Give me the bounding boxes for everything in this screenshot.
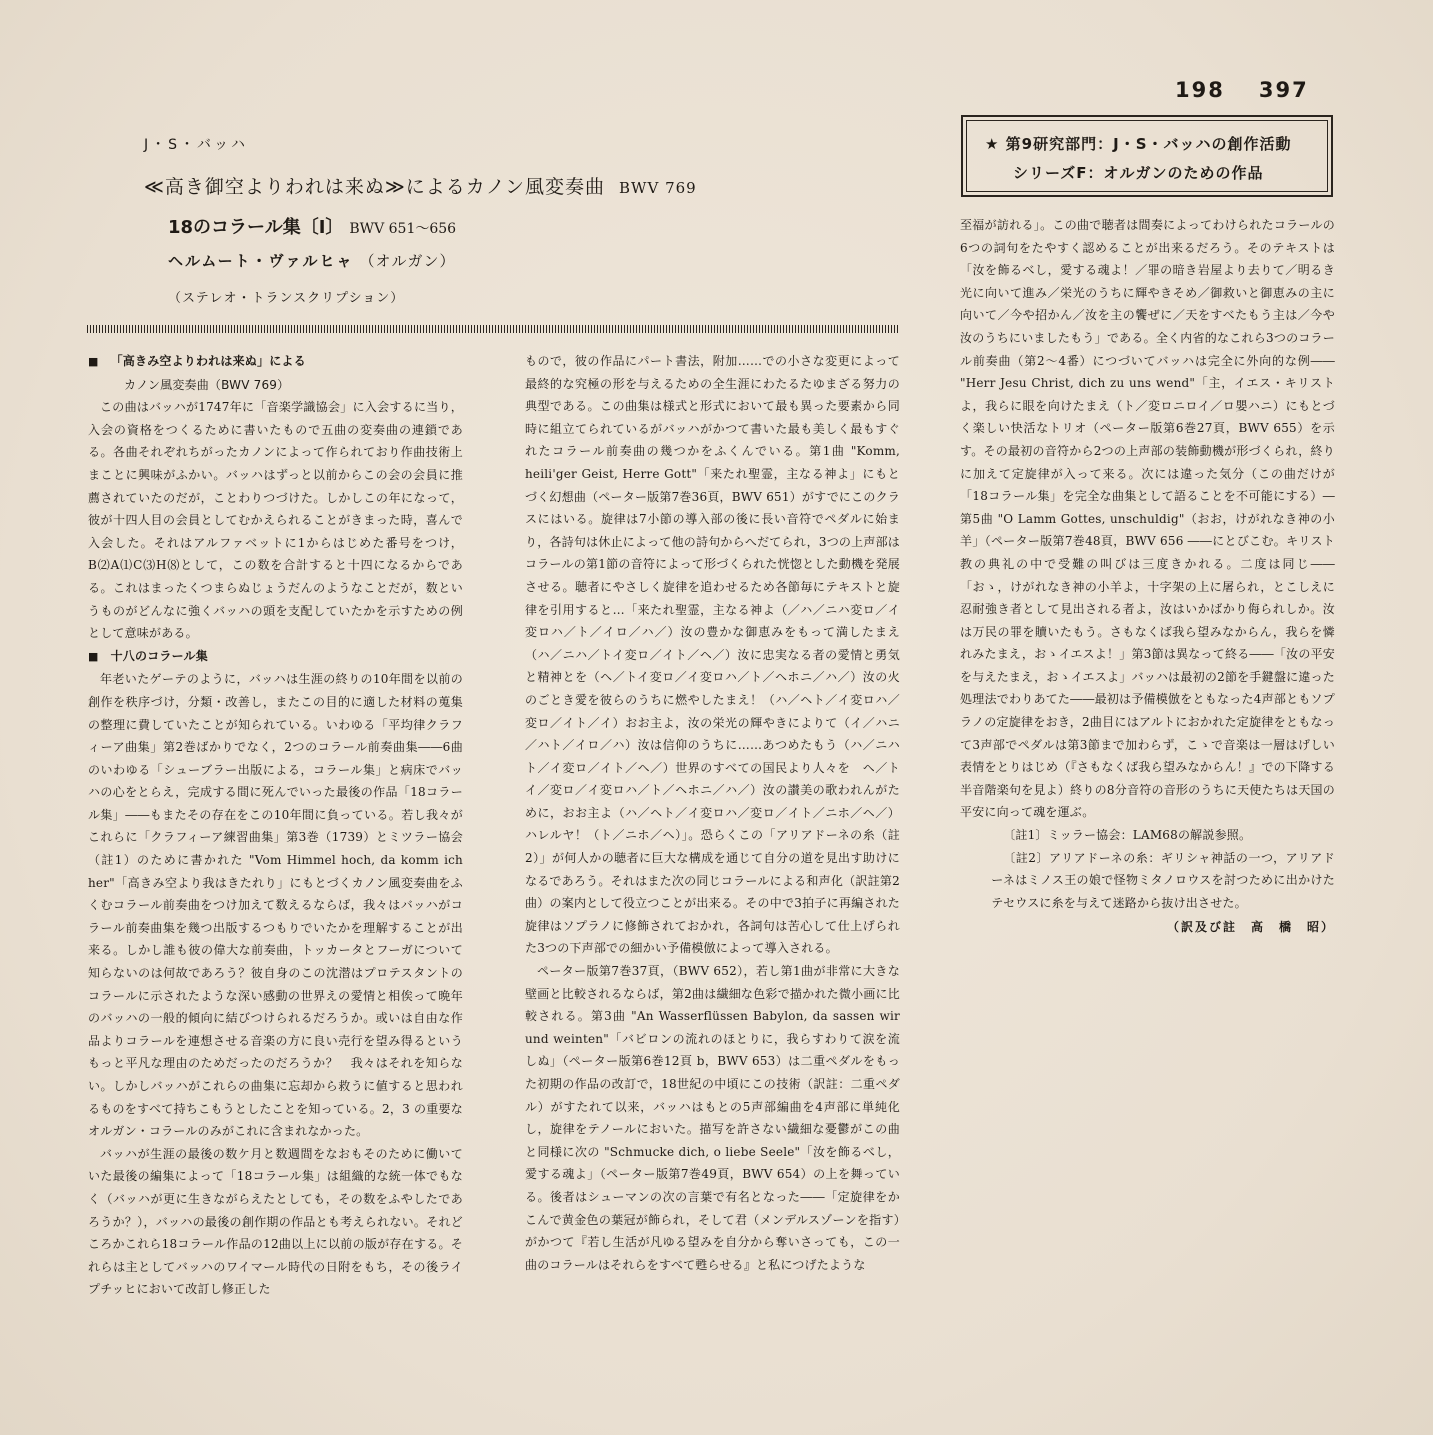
- section-heading-eighteen-chorales: [88, 645, 463, 669]
- title-chorales-text: 18のコラール集〔Ⅰ〕: [168, 217, 344, 238]
- section-subheading: カノン風変奏曲（BWV 769）: [124, 377, 290, 392]
- catalog-number-part1: 198: [1175, 78, 1225, 102]
- performer-role: （オルガン）: [359, 252, 456, 270]
- paragraph: 至福が訪れる」。この曲で聴者は間奏によってわけられたコラールの6つの詞句をたやすく認めることが出来るだろう。そのテキストは「汝を飾るべし，愛する魂よ！／罪の暗き岩屋より去りて／明るき光に向いて進み／栄光のうちに輝やきそめ／御救いと御恵みの主に向いて／今や招かん／汝を主の饗ぜに／天をすべたもう主は／今や汝のうちにいましたもう」である。全く内省的なこれら3つのコラール前奏曲（第2〜4番）につづいてバッハは完全に外向的な例―― "Herr Jesu Christ, dich zu uns wend"「主，イエス・キリストよ，我らに眼を向けたまえ（ト／変ロニロイ／ロ嬰ハニ）にもとづく楽しい快活なトリオ（ペーター版第6巻27頁，BWV 655）を示す。その最初の音符から2つの上声部の装飾動機が形づくられ，終りに加えて定旋律が入って来る。次には違った気分（この曲だけが「18コラール集」を完全な曲集として語ることを不可能にする）―第5曲 "O Lamm Gottes, unschuldig"（おお，けがれなき神の小羊」（ペーター版第7巻48頁，BWV 656 ――にとびこむ。キリスト教の典礼の中で受難の叫びは三度きかれる。二度は同じ――「おゝ，けがれなき神の小羊よ，十字架の上に屠られ，とこしえに忍耐強き者として見出される者よ，汝はいかばかり侮られしか。汝は万民の罪を贖いたもう。さもなくば我ら望みなからん，我らを憐れみたまえ，おゝイエスよ！」第3節は異なって終る――「汝の平安を与えたまえ，おゝイエスよ」バッハは最初の2節を手鍵盤に違った処理法でわりあてた――最初は予備模倣をともなった4声部ともソプラノの定旋律をおき，2曲目にはアルトにおかれた定旋律をともなって3声部でペダルは第3節まで加わらず，こゝで音楽は一層はげしい表情をとりはじめ（『さもなくば我ら望みなからん！』での下降する半音階楽句を見よ）終りの8分音符の音形のうちに天使たちは天国の平安に向って魂を運ぶ。: [960, 218, 1335, 820]
- footnote-2: 〔註2〕アリアドーネの糸：ギリシャ神話の一つ，アリアドーネはミノス王の娘で怪物ミタノロウスを討つために出かけたテセウスに糸を与えて迷路から抜け出させた。: [991, 850, 1335, 910]
- title-chorales-bwv: BWV 651〜656: [349, 221, 457, 237]
- hatched-divider: [87, 325, 900, 333]
- series-box-inner: [966, 120, 1328, 192]
- series-line-2: シリーズF：オルガンのための作品: [1013, 164, 1264, 182]
- performer: [168, 250, 456, 271]
- performer-name: ヘルムート・ヴァルヒャ: [168, 252, 354, 270]
- stereo-note: （ステレオ・トランスクリプション）: [168, 291, 405, 306]
- title-canonic-variations-text: ≪高き御空よりわれは来ぬ≫によるカノン風変奏曲: [144, 176, 606, 198]
- footnote-1: 〔註1〕ミッラー協会：LAM68の解説参照。: [1003, 828, 1252, 843]
- title-canonic-variations: [144, 172, 697, 199]
- paragraph: 年老いたゲーテのように，バッハは生涯の終りの10年間を以前の創作を秩序づけ，分類・改善し，またこの目的に適した材料の蒐集の整理に費していたことが知られている。いわゆる「平均律クラフィーア曲集」第2巻ばかりでなく，2つのコラール前奏曲集――6曲のいわゆる「シューブラー出版による，コラール集」と病床でバッハの心をとらえ，完成する間に死んでいった最後の作品「18コラール集」――もまたその存在をこの10年間に負っている。若し我々がこれらに「クラフィーア練習曲集」第3巻（1739）とミツラー協会（註1）のために書かれた "Vom Himmel hoch, da komm ich her"「高きみ空より我はきたれり」にもとづくカノン風変奏曲をふくむコラール前奏曲をつけ加えて数えるならば，我々はバッハがコラール前奏曲集を幾つ出版するつもりでいたかを理解することが出来る。しかし誰も彼の偉大な前奏曲，トッカータとフーガについて知らないのは何故であろう？彼自身のこの沈潜はプロテスタントのコラールに示されたような深い感動の世界えの愛情と相俟って晩年のバッハの一般的傾向に結びつけられるだろうか。或いは自由な作品よりコラールを連想させる音楽の方に良い売行を望み得るというもっと平凡な理由のためだったのだろうか？ 我々はそれを知らない。しかしバッハがこれらの曲集に忘却から救うに値すると思われるものをすべて持ちこもうとしたことを知っている。2，3 の重要なオルガン・コラールのみがこれに含まれなかった。: [88, 672, 463, 1139]
- paragraph: ペーター版第7巻37頁，（BWV 652），若し第1曲が非常に大きな壁画と比較されるならば，第2曲は繊細な色彩で描かれた微小画に比較される。第3曲 "An Wasserflüssen Babylon, da sassen wir und weinten"「バビロンの流れのほとりに，我らすわりて涙を流しぬ」（ペーター版第6巻12頁 b，BWV 653）は二重ペダルをもった初期の作品の改訂で，18世紀の中頃にこの技術（訳註：二重ペダル）がすたれて以来，バッハはもとの5声部編曲を4声部に単純化し，旋律をテノールにおいた。描写を許さない繊細な憂鬱がこの曲と同様に次の "Schmucke dich, o liebe Seele"「汝を飾るべし，愛する魂よ」（ペーター版第7巻49頁，BWV 654）の上を舞っている。後者はシューマンの次の言葉で有名となった――「定旋律をかこんで黄金色の葉冠が飾られ，そして君（メンデルスゾーンを指す）がかつて『若し生活が凡ゆる望みを自分から奪いさっても，この一曲のコラールはそれらをすべて甦らせる』と私につげたような: [525, 964, 900, 1272]
- section-heading-text: 「高きみ空よりわれは来ぬ」による: [110, 354, 306, 368]
- square-bullet-icon: ■: [88, 355, 99, 368]
- square-bullet-icon: ■: [88, 649, 99, 663]
- title-canonic-variations-bwv: BWV 769: [619, 179, 697, 197]
- translator-credit: （訳及び註 高 橋 昭）: [1166, 920, 1335, 935]
- section-heading-text: 十八のコラール集: [110, 648, 208, 663]
- text-column-3: [960, 214, 1335, 939]
- series-line-1: ★ 第9研究部門：J・S・バッハの創作活動: [985, 135, 1292, 153]
- paragraph: バッハが生涯の最後の数ケ月と数週間をなおもそのために働いていた最後の編集によって「18コラール集」は組織的な統一体でもなく（バッハが更に生きながらえたとしても，その数をふやしたであろうか？），バッハの最後の創作期の作品とも考えられない。それどころかこれら18コラール作品の12曲以上に以前の版が存在する。それらは主としてバッハのワイマール時代の日附をもち，その後ライプチッヒにおいて改訂し修正した: [88, 1146, 463, 1297]
- catalog-number-part2: 397: [1258, 78, 1309, 102]
- paragraph: この曲はバッハが1747年に「音楽学識協会」に入会するに当り，入会の資格をつくるために書いたもので五曲の変奏曲の連鎖である。各曲それぞれちがったカノンによって作られており作曲技術上まことに興味がふかい。バッハはずっと以前からこの会の会員に推薦されていたのだが，ことわりつづけた。しかしこの年になって，彼が十四人目の会員としてむかえられることがきまった時，喜んで入会した。それはアルファベットに1からはじめた番号をつけ，B⑵A⑴C⑶H⑻として，この数を合計すると十四になるからである。これはまったくつまらぬじょうだんのようなことだが，数というものがどんなに強くバッハの頭を支配していたかを示すための例として意味がある。: [88, 400, 463, 641]
- catalog-number: [1175, 78, 1309, 102]
- title-chorales: [168, 213, 456, 239]
- text-column-2: [525, 350, 900, 1276]
- composer-name: J・S・バッハ: [144, 137, 249, 153]
- paragraph: もので，彼の作品にパート書法，附加……での小さな変更によって最終的な究極の形を与えるための全生涯にわたるたゆまざる努力の典型である。この曲集は様式と形式において最も異った要素から同時に組立てられているがバッハがかつて書いた最も美しく最もすぐれたコラール前奏曲の幾つかをふくんでいる。第1曲 "Komm, heili'ger Geist, Herre Gott"「来たれ聖霊，主なる神よ」にもとづく幻想曲（ペーター版第7巻36頁，BWV 651）がすでにこのクラスにはいる。旋律は7小節の導入部の後に長い音符でペダルに始まり，各詩句は休止によって他の詩句からへだてられ，3つの上声部はコラールの第1節の音符によって形づくられた恍惚とした動機を発展させる。聴者にやさしく旋律を追わせるため各節毎にテキストと旋律を引用すると…「来たれ聖霊，主なる神よ（／ハ／ニハ変ロ／イ変ロハ／ト／イロ／ハ／）汝の豊かな御恵みをもって満したまえ（ハ／ニハ／トイ変ロ／イト／ヘ／）汝に忠実なる者の愛情と勇気と精神とを（ヘ／トイ変ロ／イ変ロハ／ト／ヘホニ／ハ／）汝の火のごとき愛を彼らのうちに燃やしたまえ！（ハ／ヘト／イ変ロハ／変ロ／イト／イ）おお主よ，汝の栄光の輝やきによりて（イ／ハニ／ハト／イロ／ハ）汝は信仰のうちに……あつめたもう（ハ／ニハト／イ変ロ／イト／ヘ／）世界のすべての国民より人々を ヘ／トイ／変ロ／イ変ロハ／ト／ヘホニ／ハ／）汝の讃美の歌われんがために，おお主よ（ハ／ヘト／イ変ロハ／変ロ／イト／ニホ／ヘ／）ハレルヤ！（ト／ニホ／ヘ）」。恐らくこの「アリアドーネの糸（註2）」が何人かの聴者に巨大な構成を通じて自分の道を見出す助けになるであろう。それはまた次の同じコラールによる和声化（訳註第2曲）の案内として役立つことが出来る。その中で3拍子に再編された旋律はソプラノに修飾されておかれ，各詞句は苦心して仕上げられた3つの下声部での細かい予備模倣によって導入される。: [525, 354, 900, 956]
- text-column-1: [88, 350, 463, 1301]
- series-box: [961, 115, 1333, 197]
- section-heading-canonic-variations: [88, 350, 463, 374]
